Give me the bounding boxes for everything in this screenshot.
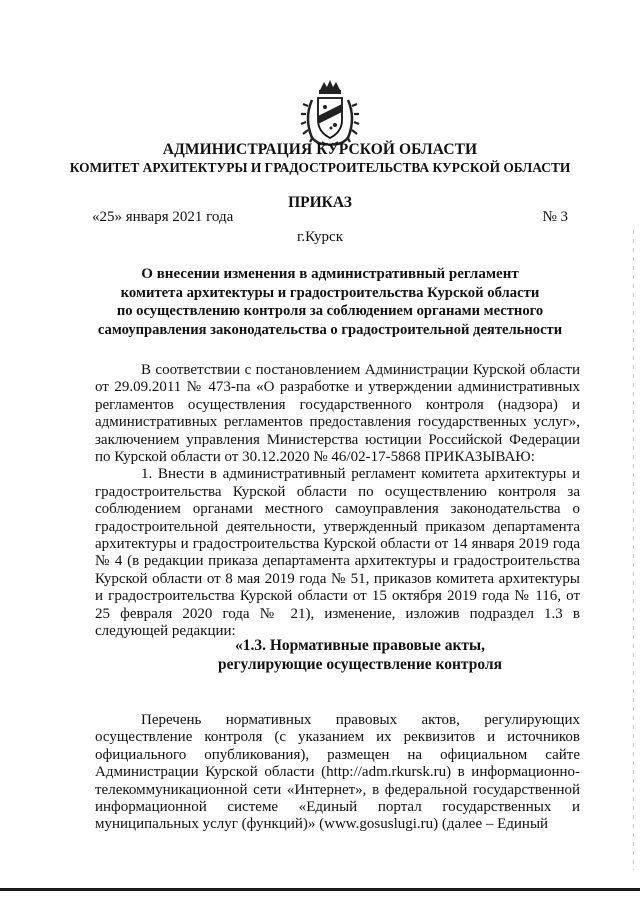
coat-of-arms-icon: [298, 78, 362, 150]
body-paragraph: 1. Внести в административный регламент комитета архитектуры и градостроительства Курской области по осуществлению контроля за соблюдением органами местного самоуправления законодательства о градостроительной деятельности, утвержденный приказом департамента архитектуры и градостроительства Курской области от 14 января 2019 года № 4 (в редакции приказа департамента архитектуры и градостроительства Курской области от 8 мая 2019 года № 51, приказов комитета архитектуры и градостроительства Курской области от 15 октября 2019 года № 116, от 25 февраля 2020 года № 21), изменение, изложив подраздел 1.3 в следующей редакции:: [95, 466, 580, 640]
section-title-line: «1.3. Нормативные правовые акты,: [235, 637, 485, 654]
order-number: № 3: [542, 209, 568, 225]
order-date: «25» января 2021 года: [92, 209, 234, 225]
subject-line: самоуправления законодательства о градостроительной деятельности: [97, 321, 563, 338]
body-paragraph: Перечень нормативных правовых актов, регулирующих осуществление контроля (с указанием их реквизитов и источников официального опубликования), размещен на официальном сайте Администрации Курской области (http://adm.rkursk.ru) в информационно-телекоммуникационной сети «Интернет», в федеральной государственной информационной системе «Единый портал государственных и муниципальных услуг (функций)» (www.gosuslugi.ru) (далее – Единый: [95, 712, 580, 833]
section-title-line: регулирующие осуществление контроля: [218, 656, 502, 673]
body-paragraph: В соответствии с постановлением Администрации Курской области от 29.09.2011 № 473-па «О разработке и утверждении административных регламентов осуществления государственного контроля (надзора) и административных регламентов предоставления государственных услуг», заключением управления Министерства юстиции Российской Федерации по Курской области от 30.12.2020 № 46/02-17-5868 ПРИКАЗЫВАЮ:: [95, 362, 580, 466]
subject-line: О внесении изменения в административный регламент: [141, 266, 519, 282]
subject-line: по осуществлению контроля за соблюдением органами местного: [116, 303, 544, 319]
order-city: г.Курск: [296, 229, 344, 245]
administration-name: АДМИНИСТРАЦИЯ КУРСКОЙ ОБЛАСТИ: [162, 141, 478, 158]
subject-line: комитета архитектуры и градостроительства Курской области: [120, 284, 540, 301]
order-body-continued: [95, 712, 580, 834]
order-subject: [70, 265, 590, 339]
committee-name: КОМИТЕТ АРХИТЕКТУРЫ И ГРАДОСТРОИТЕЛЬСТВА КУРСКОЙ ОБЛАСТИ: [69, 160, 571, 175]
order-body: [95, 362, 580, 641]
scan-bottom-line: [0, 888, 640, 891]
order-title: ПРИКАЗ: [288, 194, 352, 211]
scan-edge: [633, 230, 634, 870]
section-title: [160, 636, 560, 674]
